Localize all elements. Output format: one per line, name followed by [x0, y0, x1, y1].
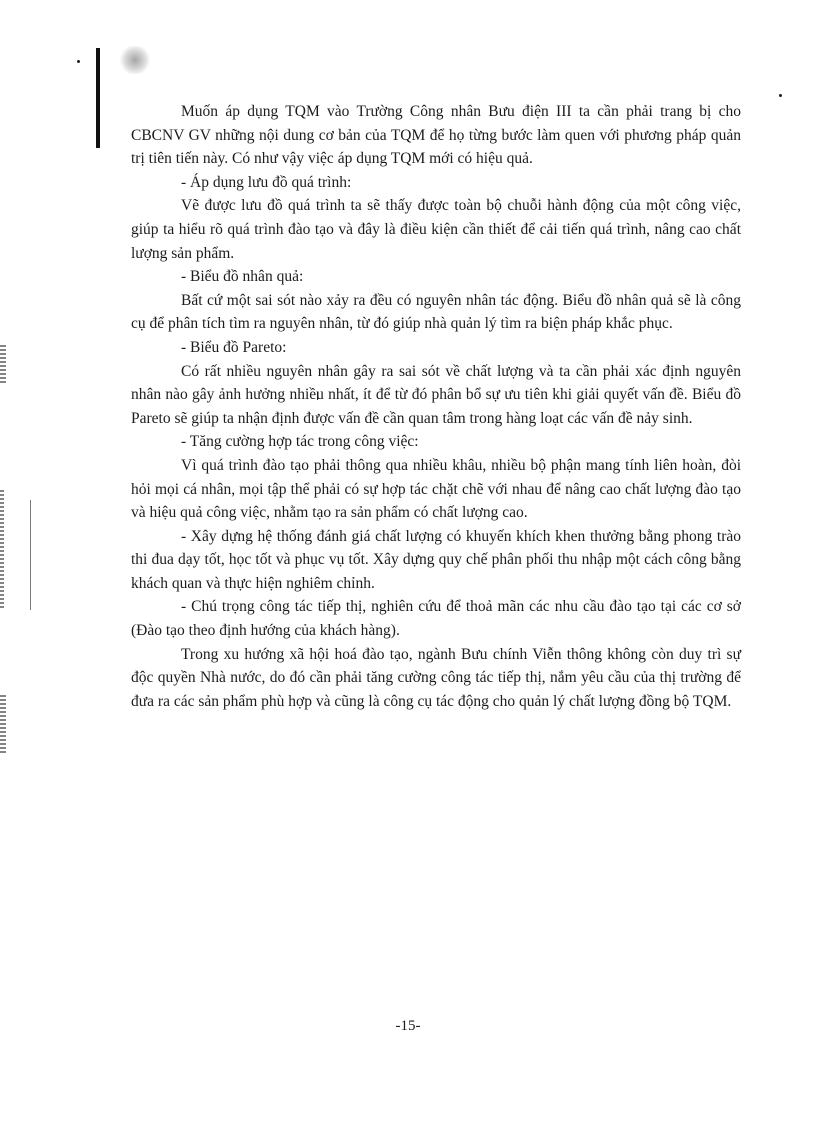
scan-edge-mark — [0, 695, 6, 755]
document-body — [131, 100, 741, 713]
page-number: -15- — [395, 1018, 421, 1034]
section-heading: - Biểu đồ Pareto: — [181, 338, 287, 356]
scan-edge-mark — [0, 345, 6, 383]
scan-smudge — [118, 46, 152, 74]
paragraph: Bất cứ một sai sót nào xảy ra đều có nguyên nhân tác động. Biểu đồ nhân quả sẽ là công cụ để phân tích tìm ra nguyên nhân, từ đó giúp nhà quản lý tìm ra biện pháp khắc phục. — [131, 291, 741, 333]
section-heading: - Biểu đồ nhân quả: — [181, 268, 304, 286]
paragraph: Vì quá trình đào tạo phải thông qua nhiều khâu, nhiều bộ phận mang tính liên hoàn, đòi hỏi mọi cá nhân, mọi tập thể phải có sự hợp tác chặt chẽ với nhau để nâng cao chất lượng đào tạo và hiệu quả công việc, nhằm tạo ra sản phẩm có chất lượng cao. — [131, 456, 741, 522]
scan-edge-bar — [96, 48, 100, 148]
scan-dot — [77, 60, 80, 63]
section-heading: - Tăng cường hợp tác trong công việc: — [181, 433, 419, 451]
paragraph: - Chú trọng công tác tiếp thị, nghiên cứu để thoả mãn các nhu cầu đào tạo tại các cơ sở (Đào tạo theo định hướng của khách hàng). — [131, 598, 741, 640]
paragraph: Vẽ được lưu đồ quá trình ta sẽ thấy được toàn bộ chuỗi hành động của một công việc, giúp ta hiểu rõ quá trình đào tạo và đây là điều kiện cần thiết để cải tiến quá trình, nâng cao chất lượng sản phẩm. — [131, 197, 741, 262]
paragraph: Trong xu hướng xã hội hoá đào tạo, ngành Bưu chính Viễn thông không còn duy trì sự độc quyền Nhà nước, do đó cần phải tăng cường công tác tiếp thị, nắm yêu cầu của thị trường để đưa ra các sản phẩm phù hợp và cũng là công cụ tác động cho quản lý chất lượng đồng bộ TQM. — [131, 645, 741, 710]
paragraph: - Xây dựng hệ thống đánh giá chất lượng có khuyến khích khen thưởng bằng phong trào thi đua dạy tốt, học tốt và phục vụ tốt. Xây dựng quy chế phân phối thu nhập một cách công bằng khách quan và thực hiện nghiêm chỉnh. — [131, 527, 741, 592]
scan-dot — [779, 94, 782, 97]
scan-edge-mark — [0, 490, 4, 610]
paragraph: Muốn áp dụng TQM vào Trường Công nhân Bưu điện III ta cần phải trang bị cho CBCNV GV những nội dung cơ bản của TQM để họ từng bước làm quen với phương pháp quản trị tiên tiến này. Có như vậy việc áp dụng TQM mới có hiệu quả. — [131, 103, 741, 168]
section-heading: - Áp dụng lưu đồ quá trình: — [181, 173, 352, 191]
paragraph: Có rất nhiều nguyên nhân gây ra sai sót về chất lượng và ta cần phải xác định nguyên nhân nào gây ảnh hưởng nhiều nhất, ít để từ đó phân bổ sự ưu tiên khi giải quyết vấn đề. Biểu đồ Pareto sẽ giúp ta nhận định được vấn đề cần quan tâm trong hàng loạt các vấn đề nảy sinh. — [131, 362, 741, 427]
scan-edge-line — [30, 500, 31, 610]
